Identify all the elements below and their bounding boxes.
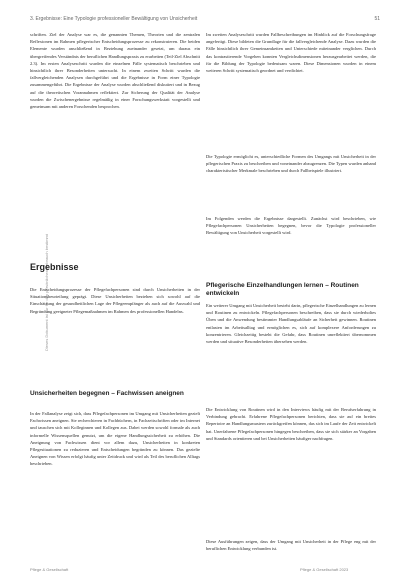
left-sub-text [30,410,200,560]
running-header [30,16,380,25]
right-sub-text [206,302,376,560]
footer-right: Pflege & Gesellschaft 2023 [300,567,349,572]
sub-paragraph-right: Ein weiterer Umgang mit Unsicherheit besteht darin, pflegerische Einzelhandlungen zu lernen und Routinen zu entwickeln. Pflegefachpersonen beschreiben, dass sie durch wiederholtes Üben und die Anwendung bestimmter Handlungsabläufe an Sicherheit gewinnen. Routinen entlasten im Arbeitsalltag und ermöglichen es, sich auf komplexere Anforderungen zu konzentrieren. Gleichzeitig besteht die Gefahr, dass Routinen unreflektiert übernommen werden und situative Besonderheiten übersehen werden. [206,303,376,345]
section-heading-ergebnisse: Ergebnisse [30,262,79,272]
sub-paragraph-right-2: Die Entwicklung von Routinen wird in den Interviews häufig mit der Berufserfahrung in Verbindung gebracht. Erfahrene Pflegefachpersonen berichten, dass sie auf ein breites Repertoire an Handlungsmustern zurückgreifen können, das sich im Laufe der Zeit entwickelt hat. Unerfahrene Pflegefachpersonen hingegen beschreiben, dass sie sich stärker an Vorgaben und Standards orientieren und bei Unsicherheiten häufiger nachfragen. [206,407,376,441]
left-column [30,31,200,247]
side-note: Dieses Dokument ist nur für den persönlichen Gebrauch bestimmt [43,234,49,351]
right-column [206,31,376,259]
right-intro-paragraph-2: Die Typologie ermöglicht es, unterschiedliche Formen des Umgangs mit Unsicherheit in der pflegerischen Praxis zu beschreiben und voneinander abzugrenzen. Die Typen wurden anhand charakteristischer Merkmale beschrieben und durch Fallbeispiele illustriert. [206,154,376,174]
subheading-routinen: Pflegerische Einzelhandlungen lernen – Routinen entwickeln [206,282,359,297]
sub-paragraph-left: In der Fallanalyse zeigt sich, dass Pflegefachpersonen im Umgang mit Unsicherheiten gezielt Fachwissen aneignen. Sie recherchieren in Fachbüchern, in Fachzeitschriften oder im Internet und tauschen sich mit Kolleginnen und Kollegen aus. Dabei werden sowohl formale als auch informelle Wissensquellen genutzt, um die eigene Handlungssicherheit zu erhöhen. Die Aneignung von Fachwissen dient vor allem dazu, Unsicherheiten in konkreten Pflegesituationen zu reduzieren und Entscheidungen begründen zu können. Das gezielte Aneignen von Wissen erfolgt häufig unter Zeitdruck und wird als Teil des beruflichen Alltags beschrieben. [30,411,200,467]
subheading-unsicherheiten: Unsicherheiten begegnen – Fachwissen aneignen [30,390,184,397]
left-intro-paragraph: schriften. Ziel der Analyse war es, die genannten Themen, Theorien und die zentralen Reflexionen im Rahmen pflegerischer Entscheidungsprozesse zu rekonstruieren. Die beiden Elemente wurden anschließend in Beziehung zueinander gesetzt, um daraus ein übergreifendes Verständnis der beruflichen Handlungspraxis zu erarbeiten (Teil-Ziel Abschnitt 2.3). Im ersten Analyseschritt wurden die einzelnen Fälle systematisch beschrieben und hinsichtlich ihrer Besonderheiten untersucht. In einem zweiten Schritt wurden die fallvergleichenden Analysen durchgeführt und die Ergebnisse in Form einer Typologie zusammengeführt. Die Ergebnisse der Analyse wurden abschließend diskutiert und in Bezug auf die theoretischen Vorannahmen reflektiert. Zur Sicherung der Qualität der Analyse wurden die Zwischenergebnisse regelmäßig in einer Forschungswerkstatt vorgestellt und gemeinsam mit anderen Forschenden besprochen. [30,32,200,110]
header-title: 3. Ergebnisse: Eine Typologie professioneller Bewältigung von Unsicherheit [30,16,198,22]
right-intro-paragraph-3: Im Folgenden werden die Ergebnisse dargestellt. Zunächst wird beschrieben, wie Pflegefachpersonen Unsicherheiten begegnen, bevor die Typologie professioneller Bewältigung von Unsicherheit vorgestellt wird. [206,216,376,236]
left-section-intro [30,286,200,386]
footer-left: Pflege & Gesellschaft [30,567,69,572]
right-intro-paragraph: Im zweiten Analyseschritt wurden Fallbeschreibungen im Hinblick auf die Forschungsfrage angefertigt. Diese bildeten die Grundlage für die fallvergleichende Analyse. Dazu wurden die Fälle hinsichtlich ihrer Gemeinsamkeiten und Unterschiede miteinander verglichen. Durch das kontrastierende Vorgehen konnten Vergleichsdimensionen herausgearbeitet werden, die für die Bildung der Typologie bedeutsam waren. Diese Dimensionen wurden in einem weiteren Schritt systematisch geordnet und verdichtet. [206,32,376,74]
closing-paragraph: Diese Ausführungen zeigen, dass der Umgang mit Unsicherheit in der Pflege eng mit der beruflichen Entwicklung verbunden ist. [206,539,376,552]
page-number: 51 [374,16,380,22]
section-intro-paragraph: Die Entscheidungsprozesse der Pflegefachpersonen sind durch Unsicherheiten in der Situationsbeurteilung geprägt. Diese Unsicherheiten beziehen sich sowohl auf die Einschätzung der gesundheitlichen Lage der Pflegeempfänger als auch auf die Auswahl und Begründung geeigneter Pflegemaßnahmen im Rahmen des professionellen Handelns. [30,287,200,314]
